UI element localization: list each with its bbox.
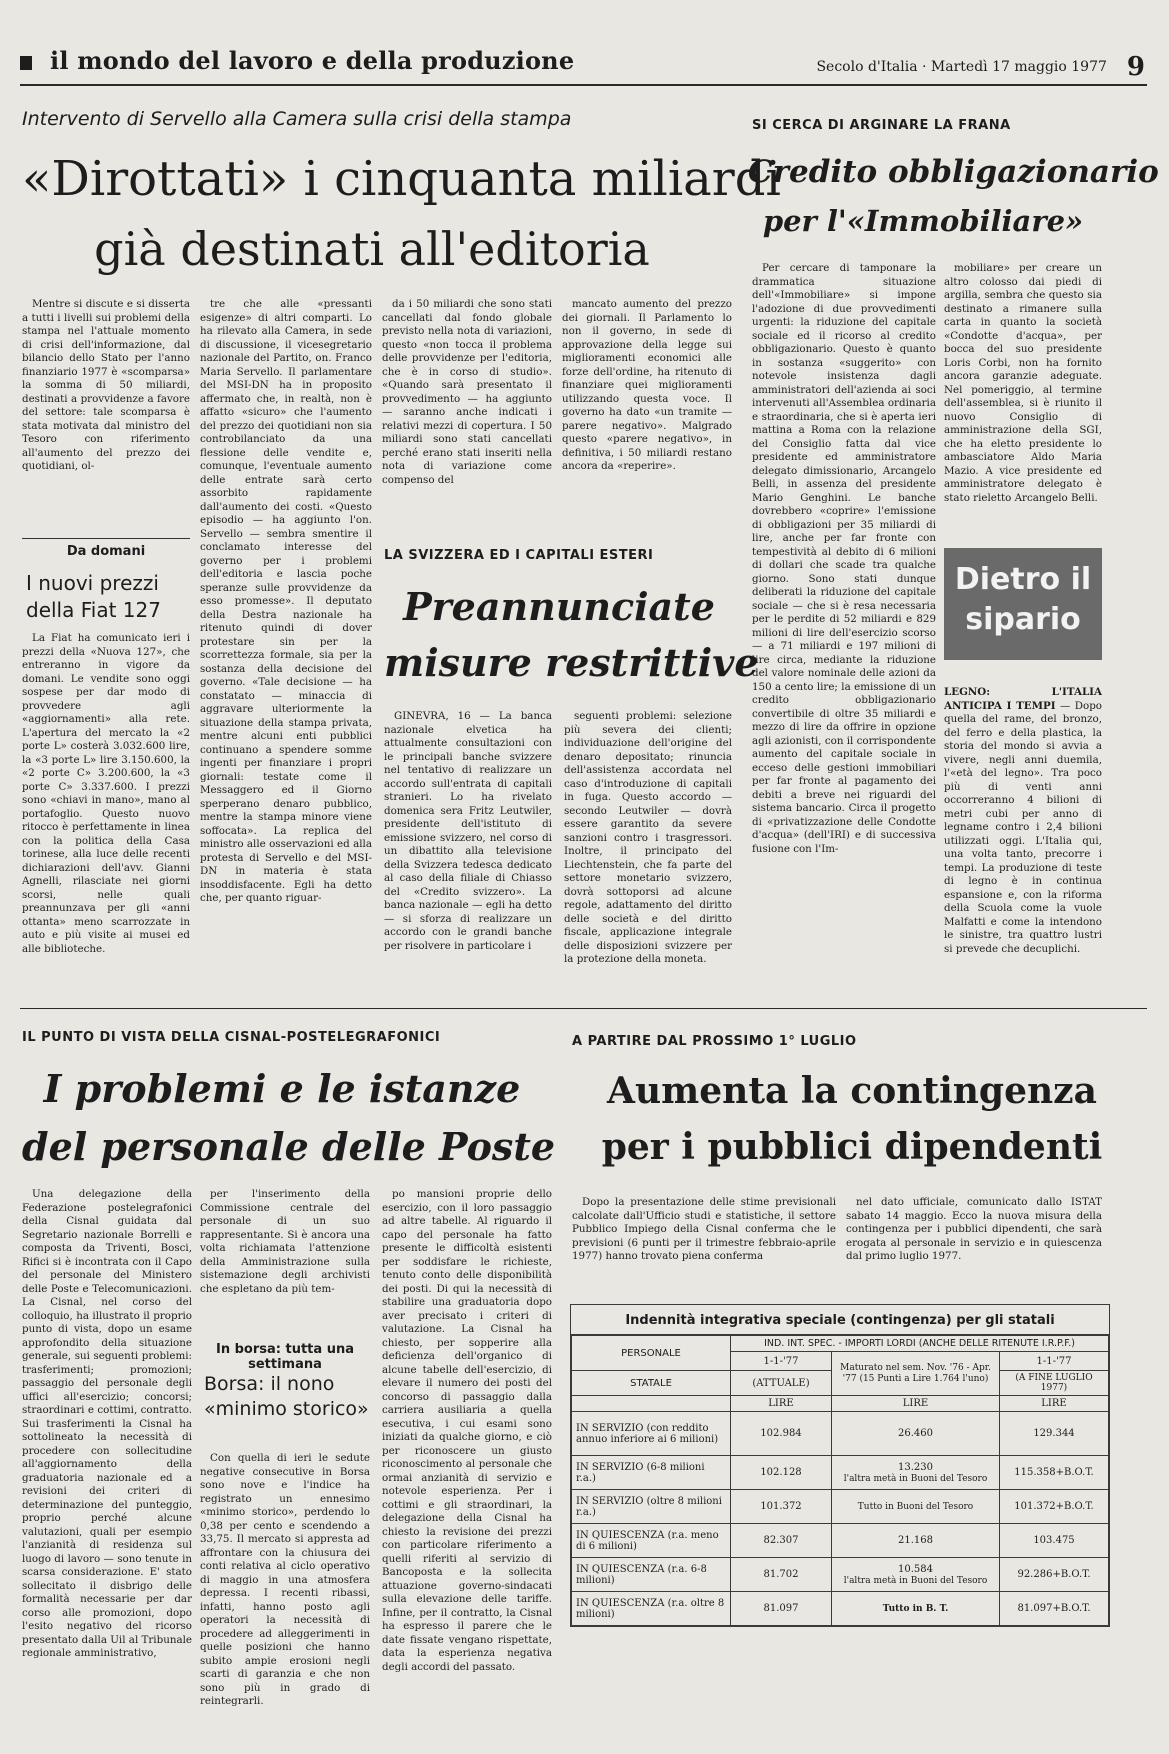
paper-date: Secolo d'Italia · Martedì 17 maggio 1977 — [816, 59, 1107, 75]
story7-column-1: Dopo la presentazione delle stime previsionali calcolate dall'Ufficio studi e statistiche, il settore Pubblico Impiego della Cisnal conferma che le previsioni (6 punti per il trimestre febbraio-aprile 1977) hanno trovato piena conferma — [572, 1196, 836, 1262]
table-title: Indennità integrativa speciale (contingenza) per gli statali — [571, 1305, 1109, 1335]
story1-column-3: da i 50 miliardi che sono stati cancellati dal fondo globale previsto nella nota di variazioni, questo «non tocca il problema delle provvidenze per l'editoria, che è in corso di studio». «Quando sarà presentato il provvedimento — ha aggiunto — saranno anche indicati i relativi mezzi di copertura. I 50 miliardi sono stati cancellati perché erano stati inseriti nella nota di variazione come compenso del — [382, 298, 552, 486]
sidebar-text: — Dopo quella del rame, del bronzo, del ferro e della plastica, la storia del mondo si avvia a vivere, negli anni duemila, l'«età del legno». Tra poco più di venti anni occorreranno 4 bilioni di metri cubi per anno di legname contro i 2,4 bilioni utilizzati oggi. L'Italia qui, una volta tanto, precorre i tempi. La produzione di teste di legno è in continua espansione e, con la riforma della Scuola come la vuole Malfatti e come la intendono le sinistre, tra quattro lustri si prevede che decuplichi. — [944, 699, 1102, 955]
section-label: il mondo del lavoro e della produzione — [50, 46, 575, 75]
story1-column-2: tre che alle «pressanti esigenze» di altri comparti. Lo ha rilevato alla Camera, in sede di discussione, il vicesegretario nazionale del Partito, on. Franco Maria Servello. Il parlamentare del MSI-DN ha in proposito affermato che, in realtà, non è affatto «sicuro» che l'aumento del prezzo dei quotidiani non sia controbilanciato da una flessione delle vendite e, comunque, l'eventuale aumento delle entrate sarà certo assorbito rapidamente dall'aumento dei costi. «Questo episodio — ha aggiunto l'on. Servello — sembra smentire il conclamato interesse del governo per i problemi dell'editoria e lascia poche speranze sulle provvidenze da esso promesse». Il deputato della Destra nazionale ha ritenuto quindi di dover protestare sin per la scorrettezza formale, sia per la sostanza della decisione del governo. «Tale decisione — ha constatato — minaccia di aggravare ulteriormente la situazione della stampa privata, mentre alcuni enti pubblici continuano a spendere somme ingenti per finanziare i propri giornali: testate come il Messaggero ed il Giorno sperperano denaro pubblico, mentre la stampa minore viene soffocata». La replica del ministro alle osservazioni ed alla protesta di Servello e del MSI-DN in materia è stata insoddisfacente. Egli ha detto che, per quanto riguar- — [200, 298, 372, 904]
sidebar-body — [944, 686, 1102, 992]
mid-rule — [20, 1008, 1147, 1009]
story1-kicker: Intervento di Servello alla Camera sulla crisi della stampa — [22, 108, 572, 130]
page-number: 9 — [1126, 52, 1145, 82]
table-row: IN SERVIZIO (con reddito annuo inferiore ai 6 milioni) 102.984 26.460 129.344 — [572, 1412, 1109, 1456]
story1-headline-line2: già destinati all'editoria — [94, 222, 650, 276]
story2-body: La Fiat ha comunicato ieri i prezzi della «Nuova 127», che entreranno in vigore da domani. Le vendite sono oggi sospese per dar modo di provvedere agli «aggiornamenti» alla rete. L'apertura del mercato la «2 porte L» costerà 3.032.600 lire, la «3 porte L» lire 3.150.600, la «2 porte C» 3.200.600, la «3 porte C» 3.337.600. I prezzi sono «chiavi in mano», mano al portafoglio. Questo nuovo ritocco è perfettamente in linea con la politica della Casa torinese, alla luce delle recenti dichiarazioni dell'avv. Gianni Agnelli, rilasciate nei giorni scorsi, nelle quali preannunzava per gli «anni ottanta» meno scarrozzate in auto e più visite ai musei ed alle biblioteche. — [22, 632, 190, 955]
table-row: IN SERVIZIO (oltre 8 milioni r.a.) 101.372 Tutto in Buoni del Tesoro 101.372+B.O.T. — [572, 1490, 1109, 1524]
story1-column-4: mancato aumento del prezzo dei giornali. Il Parlamento lo non il governo, in sede di approvazione della legge sui miglioramenti economici alle forze dell'ordine, ha ritenuto di finanziare quei miglioramenti utilizzando questa voce. Il governo ha dato «un tramite — parere negativo». Malgrado questo «parere negativo», in definitiva, i 50 miliardi restano ancora da «reperire». — [562, 298, 732, 472]
th-group: IND. INT. SPEC. - IMPORTI LORDI (ANCHE DELLE RITENUTE I.R.P.F.) — [731, 1336, 1109, 1352]
story3-headline-line2: misure restrittive — [384, 640, 759, 685]
th-empty — [572, 1396, 731, 1412]
th-unit1: LIRE — [731, 1396, 832, 1412]
story4-column-2: mobiliare» per creare un altro colosso dai piedi di argilla, sembra che questo sia destinato a rimanere sulla carta in quanto la società «Condotte d'acqua», per bocca del suo presidente Loris Corbi, non ha fornito ancora garanzie adeguate. Nel pomeriggio, al termine dell'assemblea, si è riunito il nuovo Consiglio di amministrazione della SGI, che ha eletto presidente lo ambasciatore Aldo Maria Mazio. A vice presidente ed amministratore delegato è stato rieletto Arcangelo Belli. — [944, 262, 1102, 504]
dietro-il-sipario-box: Dietro il sipario — [944, 548, 1102, 660]
story5-column-3: po mansioni proprie dello esercizio, con il loro passaggio ad altre tabelle. Al riguardo il capo del personale ha fatto presente le difficoltà esistenti per soddisfare le richieste, tenuto conto delle disponibilità dei posti. Di qui la necessità di stabilire una graduatoria dopo aver precisato i criteri di valutazione. La Cisnal ha chiesto, per sopperire alla deficienza dell'organico di alcune tabelle dell'esercizio, di elevare il numero dei posti del concorso di passaggio dalla carriera ausiliaria a quella esecutiva, i cui esami sono iniziati da qualche giorno, e ciò per riconoscere un giusto riconoscimento al personale che ormai anzianità di servizio e notevole esperienza. Per i cottimi e gli straordinari, la delegazione della Cisnal ha chiesto la revisione dei prezzi con particolare riferimento a quelli riferiti al servizio di Bancoposta e la sollecita attuazione governo-sindacati sulla elevazione delle tariffe. Infine, per il contratto, la Cisnal ha espresso il parere che le date fissate vengano rispettate, data la esperienza negativa degli accordi del passato. — [382, 1188, 552, 1673]
story6-headline: Borsa: il nono «minimo storico» — [204, 1373, 369, 1420]
story6-body: Con quella di ieri le sedute negative consecutive in Borsa sono nove e l'indice ha registrato un ennesimo «minimo storico», perdendo lo 0,38 per cento e scendendo a 33,75. Il mercato si appresta ad affrontare con la chiusura dei conti relativa al ciclo operativo di maggio in una atmosfera depressa. I recenti ribassi, infatti, hanno posto agli operatori la necessità di procedere ad alleggerimenti in quelle posizioni che hanno subito ampie erosioni negli scarti di garanzia e che non sono più in grado di reintegrarli. — [200, 1452, 370, 1707]
story2-rule — [22, 538, 190, 539]
table-row: IN SERVIZIO (6-8 milioni r.a.) 102.128 13.230 l'altra metà in Buoni del Tesoro 115.358+B.O.T. — [572, 1456, 1109, 1490]
th-col1-a: 1-1-'77 — [731, 1352, 832, 1371]
th-col3-a: 1-1-'77 — [1000, 1352, 1109, 1371]
header-rule — [20, 84, 1147, 86]
masthead-date — [816, 52, 1145, 82]
section-square-icon — [20, 56, 32, 70]
story7-column-2: nel dato ufficiale, comunicato dallo ISTAT sabato 14 maggio. Ecco la nuova misura della contingenza per i pubblici dipendenti, che sarà erogata al personale in servizio e in quiescenza dal primo luglio 1977. — [846, 1196, 1102, 1262]
story7-headline-line2: per i pubblici dipendenti — [601, 1126, 1103, 1168]
story4-headline-line1: Credito obbligazionario — [748, 154, 1159, 190]
story5-column-2: per l'inserimento della Commissione centrale del personale di un suo rappresentante. Si è ancora una volta richiamata l'attenzione della Amministrazione sulla sistemazione degli archivisti che espletano da più tem- — [200, 1188, 370, 1295]
th-statale: STATALE — [572, 1371, 731, 1396]
section-title — [20, 46, 574, 75]
story4-column-1: Per cercare di tamponare la drammatica situazione dell'«Immobiliare» si impone l'adozione di due provvedimenti urgenti: la riduzione del capitale sociale ed il ricorso al credito obbligazionario. Questo è quanto in sostanza «suggerito» con notevole insistenza dagli amministratori dell'azienda ai soci intervenuti all'Assemblea ordinaria e straordinaria, che si è aperta ieri mattina a Roma con la relazione del Consiglio fatta dal vice presidente ed amministratore delegato dimissionario, Arcangelo Belli, in assenza del presidente Mario Genghini. Le banche dovrebbero «coprire» l'emissione di obbligazioni per 35 miliardi di lire, anche per far fronte con tempestività al debito di 6 milioni di dollari che scade tra qualche giorno. Sono stati dunque deliberati la riduzione del capitale sociale — che si è resa necessaria per le perdite di 52 miliardi e 829 milioni di lire dell'esercizio scorso — a 71 miliardi e 197 milioni di lire circa, mediante la riduzione del valore nominale delle azioni da 150 a cento lire; la emissione di un credito obbligazionario convertibile di oltre 35 miliardi e mezzo di lire da offrire in opzione agli azionisti, con il corrispondente aumento del capitale sociale in ecceso delle gestioni immobiliari per far fronte al pagamento dei debiti a breve nei riguardi del sistema bancario. Circa il progetto di «privatizzazione delle Condotte d'acqua» (dell'IRI) e di successiva fusione con l'Im- — [752, 262, 936, 855]
contingenza-table-box — [570, 1304, 1110, 1627]
table-row: IN QUIESCENZA (r.a. meno di 6 milioni) 82.307 21.168 103.475 — [572, 1524, 1109, 1558]
story3-headline-line1: Preannunciate — [403, 584, 715, 629]
th-col2: Maturato nel sem. Nov. '76 - Apr. '77 (15 Punti a Lire 1.764 l'uno) — [832, 1352, 1000, 1396]
story7-kicker: A PARTIRE DAL PROSSIMO 1° LUGLIO — [572, 1034, 857, 1049]
story3-column-2: seguenti problemi: selezione più severa dei clienti; individuazione dell'origine del denaro depositato; rinuncia dell'assistenza accordata nel caso d'introduzione di capitali in fuga. Questo accordo — secondo Leutwiler — dovrà essere garantito da severe sanzioni contro i trasgressori. Inoltre, il principato del Liechtenstein, che fa parte del settore monetario svizzero, dovrà sottoporsi ad alcune regole, adattamento del diritto delle società e del diritto fiscale, applicazione integrale delle disposizioni svizzere per la protezione della moneta. — [564, 710, 732, 965]
story5-headline-line1: I problemi e le istanze — [43, 1066, 521, 1111]
story4-headline-line2: per l'«Immobiliare» — [762, 204, 1084, 238]
th-col1-b: (ATTUALE) — [731, 1371, 832, 1396]
th-personale: PERSONALE — [572, 1336, 731, 1371]
story2-headline: I nuovi prezzi della Fiat 127 — [26, 571, 161, 622]
story4-kicker: SI CERCA DI ARGINARE LA FRANA — [752, 118, 1011, 133]
th-unit3: LIRE — [1000, 1396, 1109, 1412]
th-unit2: LIRE — [832, 1396, 1000, 1412]
story1-headline-line1: «Dirottati» i cinquanta miliardi — [22, 151, 781, 207]
story3-kicker: LA SVIZZERA ED I CAPITALI ESTERI — [384, 548, 654, 563]
story5-headline-line2: del personale delle Poste — [22, 1124, 556, 1169]
story2-kicker: Da domani — [66, 544, 146, 559]
story5-column-1: Una delegazione della Federazione postelegrafonici della Cisnal guidata dal Segretario nazionale Borrelli e composta da Triventi, Bosci, Rifici si è incontrata con il Capo del personale del Ministero delle Poste e Telecomunicazioni. La Cisnal, nel corso del colloquio, ha illustrato il proprio punto di vista, dopo un esame approfondito della situazione generale, sui seguenti problemi: trasferimenti; promozioni; passaggio del personale degli uffici all'esercizio; concorsi; straordinari e cottimi, contratto. Sui trasferimenti la Cisnal ha sottolineato la necessità di procedere con sollecitudine all'aggiornamento della graduatoria nazionale ed a revisioni dei criteri di determinazione del punteggio, proprio perché alcune valutazioni, quali per esempio l'anzianità di residenza sul luogo di lavoro — sono tenute in scarsa considerazione. E' stato sollecitato il disbrigo delle formalità necessarie per dar corso alle promozioni, dopo l'esito negativo del ricorso presentato dalla Uil al Tribunale regionale amministrativo, — [22, 1188, 192, 1659]
story5-kicker: IL PUNTO DI VISTA DELLA CISNAL-POSTELEGRAFONICI — [22, 1030, 441, 1045]
sidebar-lead: LEGNO: L'ITALIA ANTICIPA I TEMPI — [944, 686, 1102, 712]
table-row: IN QUIESCENZA (r.a. 6-8 milioni) 81.702 10.584 l'altra metà in Buoni del Tesoro 92.286+B.O.T. — [572, 1558, 1109, 1592]
story3-column-1: GINEVRA, 16 — La banca nazionale elvetica ha attualmente consultazioni con le principali banche svizzere nel tentativo di realizzare un accordo sull'entrata di capitali stranieri. Lo ha rivelato domenica sera Fritz Leutwiler, presidente dell'istituto di emissione svizzero, nel corso di un dibattito alla televisione della Svizzera tedesca dedicato al caso della filiale di Chiasso del «Credito svizzero». La banca nazionale — egli ha detto — si sforza di realizzare un accordo con le grandi banche per risolvere in particolare i — [384, 710, 552, 952]
contingenza-table — [571, 1335, 1109, 1626]
story6-kicker: In borsa: tutta una settimana — [216, 1342, 354, 1372]
story1-column-1: Mentre si discute e si disserta a tutti i livelli sui problemi della stampa nel l'attuale momento di crisi dell'informazione, dal bilancio dello Stato per l'anno finanziario 1977 è «scomparsa» la somma di 50 miliardi, destinati a provvidenze a favore del settore: tale scomparsa è stata motivata dal ministro del Tesoro con riferimento all'aumento del prezzo dei quotidiani, ol- — [22, 298, 190, 472]
th-col3-b: (A FINE LUGLIO 1977) — [1000, 1371, 1109, 1396]
table-row: IN QUIESCENZA (r.a. oltre 8 milioni) 81.097 Tutto in B. T. 81.097+B.O.T. — [572, 1592, 1109, 1626]
story7-headline-line1: Aumenta la contingenza — [607, 1070, 1097, 1112]
